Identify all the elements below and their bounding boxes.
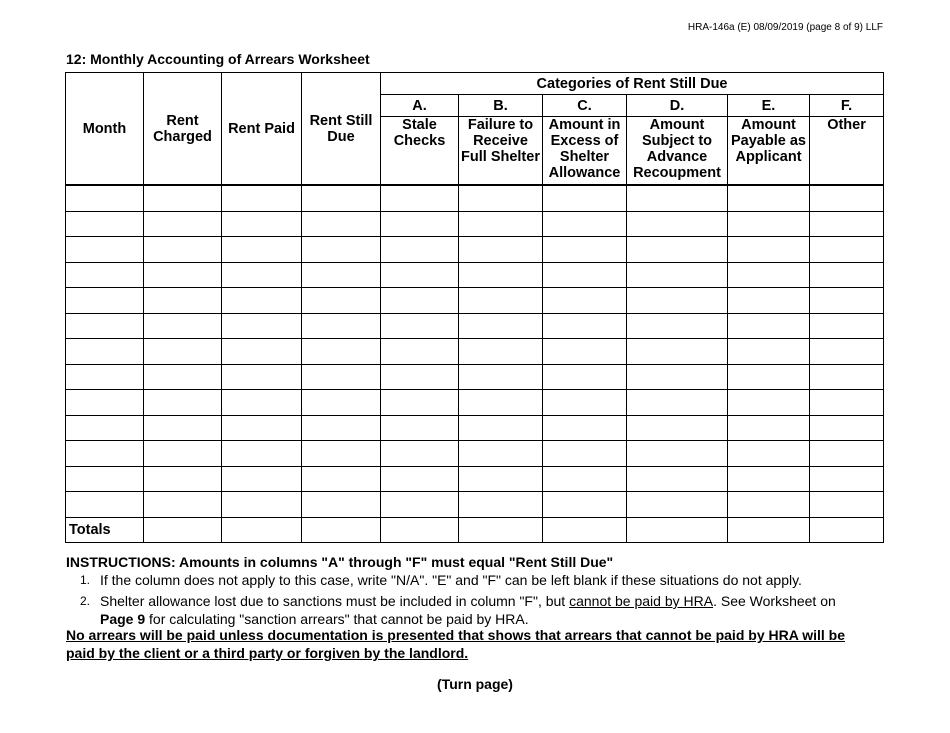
entry-cell[interactable] [810,492,884,518]
entry-cell[interactable] [144,492,222,518]
entry-cell[interactable] [66,390,144,416]
category-label: Failure to Receive Full Shelter [459,117,543,186]
entry-cell[interactable] [302,211,381,237]
entry-cell[interactable] [381,339,459,365]
entry-cell[interactable] [144,313,222,339]
entry-cell[interactable] [144,211,222,237]
entry-cell[interactable] [144,262,222,288]
entry-cell[interactable] [222,211,302,237]
category-letter: C. [543,95,627,117]
entry-cell[interactable] [66,237,144,263]
entry-cell[interactable] [810,364,884,390]
entry-cell[interactable] [302,185,381,211]
worksheet-title: 12: Monthly Accounting of Arrears Worksheet [66,51,370,67]
entry-cell[interactable] [302,390,381,416]
entry-cell[interactable] [627,211,728,237]
total-cell[interactable] [728,517,810,543]
col-header-month: Month [66,73,144,186]
entry-cell[interactable] [381,313,459,339]
categories-header: Categories of Rent Still Due [381,73,884,95]
entry-cell[interactable] [144,364,222,390]
entry-cell[interactable] [810,237,884,263]
entry-cell[interactable] [222,262,302,288]
entry-cell[interactable] [381,185,459,211]
entry-cell[interactable] [627,466,728,492]
entry-cell[interactable] [543,211,627,237]
entry-cell[interactable] [144,466,222,492]
entry-cell[interactable] [302,288,381,314]
entry-cell[interactable] [222,390,302,416]
entry-cell[interactable] [627,185,728,211]
entry-cell[interactable] [459,262,543,288]
entry-cell[interactable] [222,441,302,467]
total-cell[interactable] [222,517,302,543]
documentation-notice: No arrears will be paid unless documentation is presented that shows that arrears that cannot be paid by HRA will be paid by the client or a third party or forgiven by the landlord. [66,627,845,661]
entry-cell[interactable] [302,339,381,365]
entry-cell[interactable] [222,415,302,441]
category-letter: F. [810,95,884,117]
entry-cell[interactable] [144,415,222,441]
total-cell[interactable] [302,517,381,543]
total-cell[interactable] [627,517,728,543]
entry-cell[interactable] [459,237,543,263]
entry-cell[interactable] [627,492,728,518]
entry-cell[interactable] [543,288,627,314]
entry-cell[interactable] [381,211,459,237]
entry-cell[interactable] [459,185,543,211]
category-label: Amount Payable as Applicant [728,117,810,186]
col-header-rent-paid: Rent Paid [222,73,302,186]
entry-cell[interactable] [459,390,543,416]
entry-cell[interactable] [459,211,543,237]
entry-cell[interactable] [810,390,884,416]
entry-cell[interactable] [66,313,144,339]
entry-cell[interactable] [459,466,543,492]
total-cell[interactable] [144,517,222,543]
entry-cell[interactable] [381,466,459,492]
entry-cell[interactable] [627,441,728,467]
entry-cell[interactable] [810,466,884,492]
instruction-item [80,592,870,628]
table-row [66,492,884,518]
entry-cell[interactable] [728,492,810,518]
entry-cell[interactable] [302,237,381,263]
entry-cell[interactable] [302,441,381,467]
entry-cell[interactable] [222,237,302,263]
totals-row [66,517,884,543]
entry-cell[interactable] [459,415,543,441]
entry-cell[interactable] [302,313,381,339]
entry-cell[interactable] [66,339,144,365]
entry-cell[interactable] [66,211,144,237]
arrears-worksheet-table [65,72,884,543]
instructions-heading: INSTRUCTIONS: Amounts in columns "A" through "F" must equal "Rent Still Due" [66,554,614,570]
entry-cell[interactable] [144,185,222,211]
entry-cell[interactable] [459,492,543,518]
entry-cell[interactable] [381,237,459,263]
category-letter: E. [728,95,810,117]
total-cell[interactable] [810,517,884,543]
form-id: HRA-146a (E) 08/09/2019 (page 8 of 9) LLF [687,22,883,33]
instruction-number: 1. [80,573,91,587]
category-label: Stale Checks [381,117,459,186]
entry-cell[interactable] [810,262,884,288]
entry-cell[interactable] [66,262,144,288]
entry-cell[interactable] [222,492,302,518]
entry-cell[interactable] [222,185,302,211]
entry-cell[interactable] [627,262,728,288]
entry-cell[interactable] [381,415,459,441]
entry-cell[interactable] [810,339,884,365]
entry-cell[interactable] [459,441,543,467]
instruction-emphasis: cannot be paid by HRA [569,593,714,609]
entry-cell[interactable] [728,390,810,416]
entry-cell[interactable] [66,364,144,390]
entry-cell[interactable] [543,466,627,492]
entry-cell[interactable] [543,492,627,518]
entry-cell[interactable] [627,364,728,390]
entry-cell[interactable] [459,364,543,390]
entry-cell[interactable] [810,211,884,237]
entry-cell[interactable] [144,237,222,263]
entry-cell[interactable] [66,441,144,467]
entry-cell[interactable] [302,415,381,441]
entry-cell[interactable] [459,288,543,314]
entry-cell[interactable] [66,185,144,211]
entry-cell[interactable] [222,466,302,492]
total-cell[interactable] [459,517,543,543]
entry-cell[interactable] [728,441,810,467]
entry-cell[interactable] [66,492,144,518]
entry-cell[interactable] [302,466,381,492]
entry-cell[interactable] [144,390,222,416]
entry-cell[interactable] [381,492,459,518]
category-letter: B. [459,95,543,117]
entry-cell[interactable] [543,313,627,339]
col-header-rent-still-due: Rent Still Due [302,73,381,186]
entry-cell[interactable] [543,364,627,390]
table-row [66,237,884,263]
turn-page-label: (Turn page) [437,676,513,692]
entry-cell[interactable] [627,237,728,263]
total-cell[interactable] [543,517,627,543]
totals-label: Totals [66,517,144,543]
table-row [66,415,884,441]
entry-cell[interactable] [66,288,144,314]
col-header-rent-charged: Rent Charged [144,73,222,186]
entry-cell[interactable] [627,288,728,314]
entry-cell[interactable] [728,211,810,237]
entry-cell[interactable] [222,364,302,390]
entry-cell[interactable] [728,262,810,288]
entry-cell[interactable] [381,262,459,288]
entry-cell[interactable] [144,339,222,365]
entry-cell[interactable] [66,415,144,441]
entry-cell[interactable] [381,441,459,467]
worksheet-body [66,185,884,543]
table-row [66,339,884,365]
entry-cell[interactable] [728,364,810,390]
entry-cell[interactable] [144,441,222,467]
entry-cell[interactable] [66,466,144,492]
instruction-text: If the column does not apply to this case, write "N/A". "E" and "F" can be left blank if these situations do not apply. [100,572,802,588]
table-row [66,185,884,211]
table-row [66,441,884,467]
entry-cell[interactable] [543,441,627,467]
entry-cell[interactable] [222,313,302,339]
entry-cell[interactable] [543,390,627,416]
entry-cell[interactable] [810,441,884,467]
table-row [66,313,884,339]
entry-cell[interactable] [302,492,381,518]
table-row [66,390,884,416]
entry-cell[interactable] [810,313,884,339]
instruction-text-part: Shelter allowance lost due to sanctions must be included in column "F", but [100,593,570,609]
entry-cell[interactable] [543,237,627,263]
entry-cell[interactable] [459,313,543,339]
instruction-item [80,571,870,589]
entry-cell[interactable] [728,339,810,365]
instruction-text-part: for calculating "sanction arrears" that cannot be paid by HRA. [145,611,529,627]
category-letter: A. [381,95,459,117]
entry-cell[interactable] [381,288,459,314]
instruction-text-part: . See Worksheet on [713,593,836,609]
entry-cell[interactable] [543,185,627,211]
entry-cell[interactable] [810,288,884,314]
entry-cell[interactable] [810,415,884,441]
instruction-text [100,592,870,628]
entry-cell[interactable] [810,185,884,211]
entry-cell[interactable] [222,339,302,365]
category-label: Other [810,117,884,186]
total-cell[interactable] [381,517,459,543]
entry-cell[interactable] [728,288,810,314]
entry-cell[interactable] [728,237,810,263]
entry-cell[interactable] [728,415,810,441]
page-reference: Page 9 [100,611,146,627]
entry-cell[interactable] [627,390,728,416]
category-label: Amount Subject to Advance Recoupment [627,117,728,186]
table-row [66,211,884,237]
category-letter: D. [627,95,728,117]
entry-cell[interactable] [728,185,810,211]
entry-cell[interactable] [381,364,459,390]
instruction-number: 2. [80,594,91,608]
table-row [66,288,884,314]
entry-cell[interactable] [627,339,728,365]
entry-cell[interactable] [543,415,627,441]
table-row [66,466,884,492]
entry-cell[interactable] [381,390,459,416]
entry-cell[interactable] [627,415,728,441]
entry-cell[interactable] [627,313,728,339]
instructions-list [80,571,870,631]
entry-cell[interactable] [543,262,627,288]
category-label: Amount in Excess of Shelter Allowance [543,117,627,186]
table-row [66,262,884,288]
entry-cell[interactable] [302,262,381,288]
entry-cell[interactable] [543,339,627,365]
entry-cell[interactable] [728,466,810,492]
entry-cell[interactable] [459,339,543,365]
entry-cell[interactable] [302,364,381,390]
entry-cell[interactable] [222,288,302,314]
entry-cell[interactable] [144,288,222,314]
table-row [66,364,884,390]
entry-cell[interactable] [728,313,810,339]
